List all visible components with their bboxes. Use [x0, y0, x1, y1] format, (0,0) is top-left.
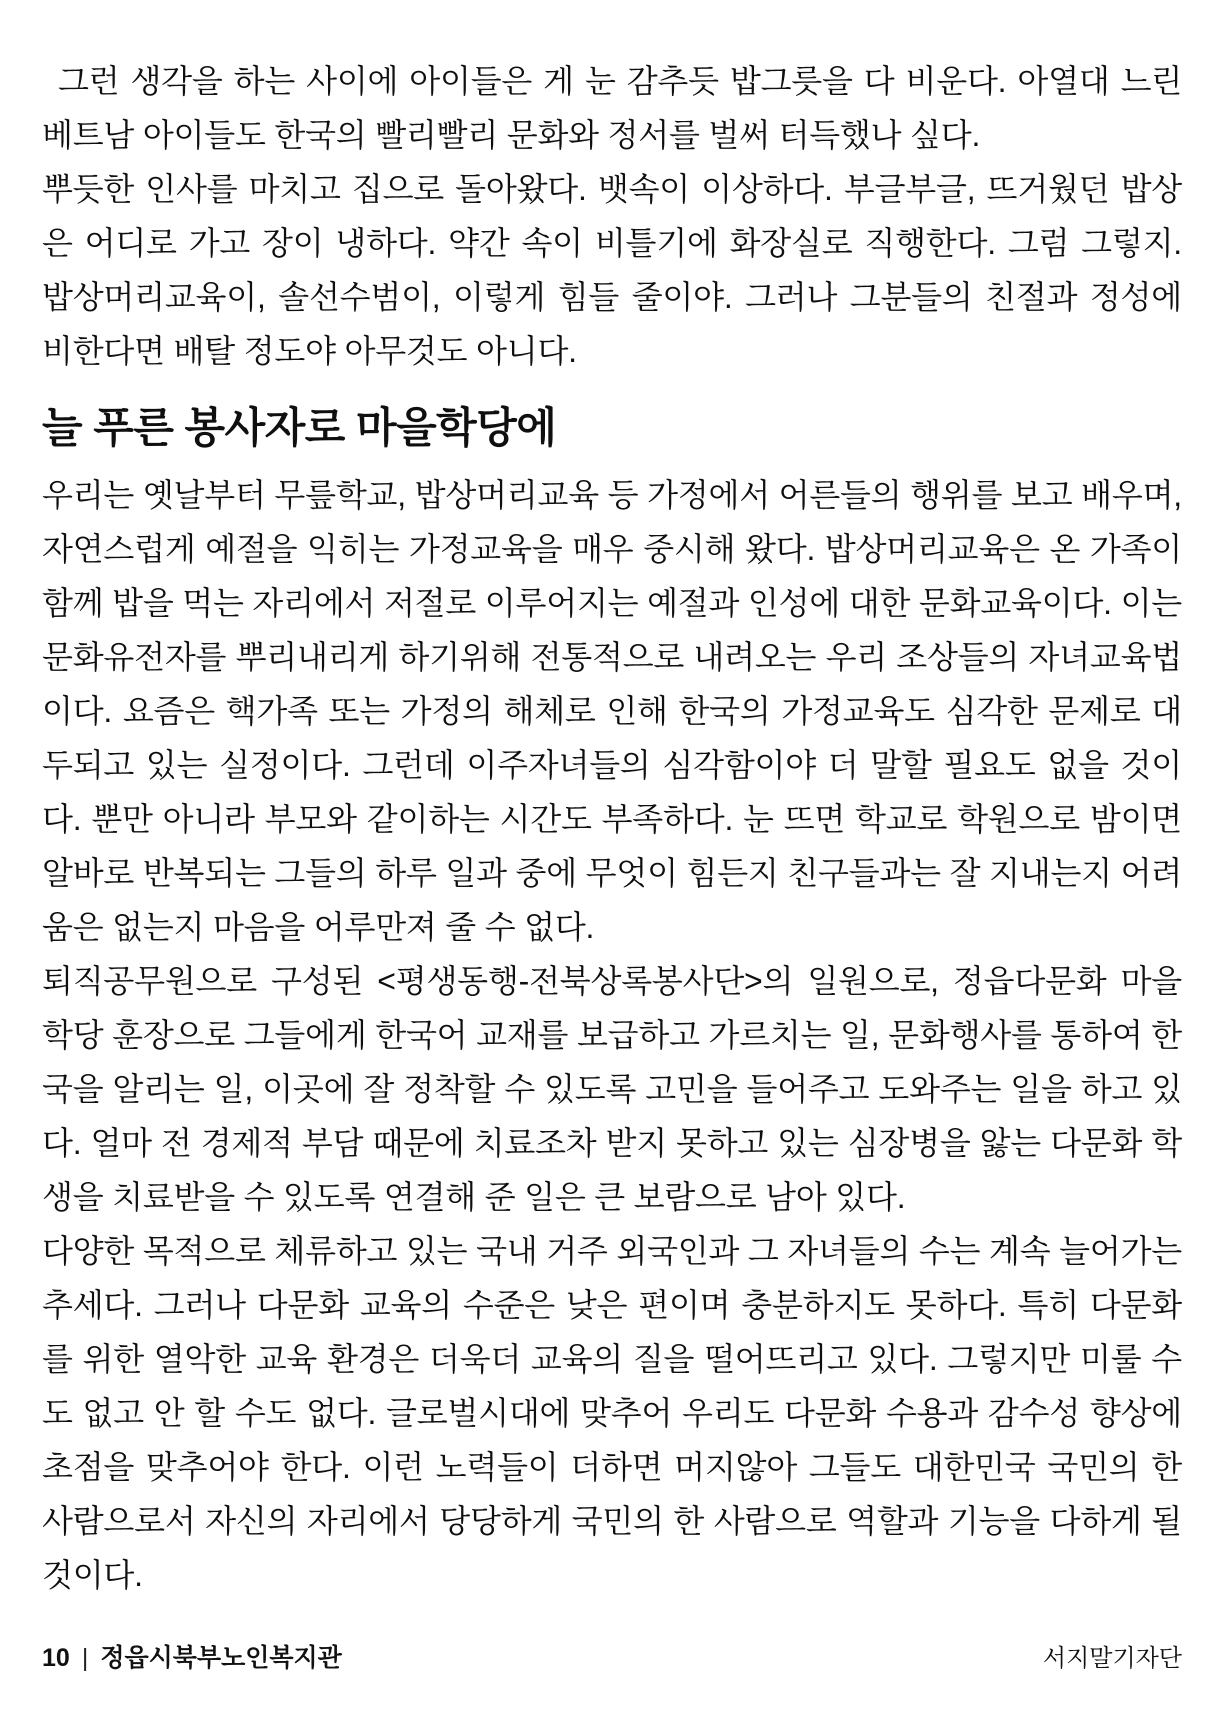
section-heading: 늘 푸른 봉사자로 마을학당에 [42, 404, 557, 451]
body-paragraph: 퇴직공무원으로 구성된 <평생동행-전북상록봉사단>의 일원으로, 정읍다문화 마을학당 훈장으로 그들에게 한국어 교재를 보급하고 가르치는 일, 문화행사를 통하여 한국을 알리는 일, 이곳에 잘 정착할 수 있도록 고민을 들어주고 도와주는 일을 하고 있다. 얼마 전 경제적 부담 때문에 치료조차 받지 못하고 있는 심장병을 앓는 다문화 학생을 치료받을 수 있도록 연결해 준 일은 큰 보람으로 남아 있다. [42, 963, 1182, 1215]
body-paragraph: 그런 생각을 하는 사이에 아이들은 게 눈 감추듯 밥그릇을 다 비운다. 아열대 느린 베트남 아이들도 한국의 빨리빨리 문화와 정서를 벌써 터득했나 싶다. [42, 63, 1182, 153]
page-footer [42, 1638, 1182, 1674]
body-paragraph: 뿌듯한 인사를 마치고 집으로 돌아왔다. 뱃속이 이상하다. 부글부글, 뜨거웠던 밥상은 어디로 가고 장이 냉하다. 약간 속이 비틀기에 화장실로 직행한다. 그럼 그렇지. 밥상머리교육이, 솔선수범이, 이렇게 힘들 줄이야. 그러나 그분들의 친절과 정성에 비한다면 배탈 정도야 아무것도 아니다. [42, 171, 1182, 369]
body-paragraph: 우리는 옛날부터 무릎학교, 밥상머리교육 등 가정에서 어른들의 행위를 보고 배우며, 자연스럽게 예절을 익히는 가정교육을 매우 중시해 왔다. 밥상머리교육은 온 가족이 함께 밥을 먹는 자리에서 저절로 이루어지는 예절과 인성에 대한 문화교육이다. 이는 문화유전자를 뿌리내리게 하기위해 전통적으로 내려오는 우리 조상들의 자녀교육법이다. 요즘은 핵가족 또는 가정의 해체로 인해 한국의 가정교육도 심각한 문제로 대두되고 있는 실정이다. 그런데 이주자녀들의 심각함이야 더 말할 필요도 없을 것이다. 뿐만 아니라 부모와 같이하는 시간도 부족하다. 눈 뜨면 학교로 학원으로 밤이면 알바로 반복되는 그들의 하루 일과 중에 무엇이 힘든지 친구들과는 잘 지내는지 어려움은 없는지 마음을 어루만져 줄 수 없다. [42, 477, 1182, 945]
footer-separator: | [81, 1644, 89, 1672]
footer-left [42, 1638, 342, 1674]
page-number: 10 [42, 1644, 70, 1672]
body-paragraph: 다양한 목적으로 체류하고 있는 국내 거주 외국인과 그 자녀들의 수는 계속 늘어가는 추세다. 그러나 다문화 교육의 수준은 낮은 편이며 충분하지도 못하다. 특히 다문화를 위한 열악한 교육 환경은 더욱더 교육의 질을 떨어뜨리고 있다. 그렇지만 미룰 수도 없고 안 할 수도 없다. 글로벌시대에 맞추어 우리도 다문화 수용과 감수성 향상에 초점을 맞추어야 한다. 이런 노력들이 더하면 머지않아 그들도 대한민국 국민의 한 사람으로서 자신의 자리에서 당당하게 국민의 한 사람으로 역할과 기능을 다하게 될 것이다. [42, 1233, 1182, 1593]
article-body [42, 54, 1182, 1602]
footer-organization: 정읍시북부노인복지관 [100, 1644, 342, 1672]
footer-author: 서지말기자단 [1042, 1645, 1182, 1672]
